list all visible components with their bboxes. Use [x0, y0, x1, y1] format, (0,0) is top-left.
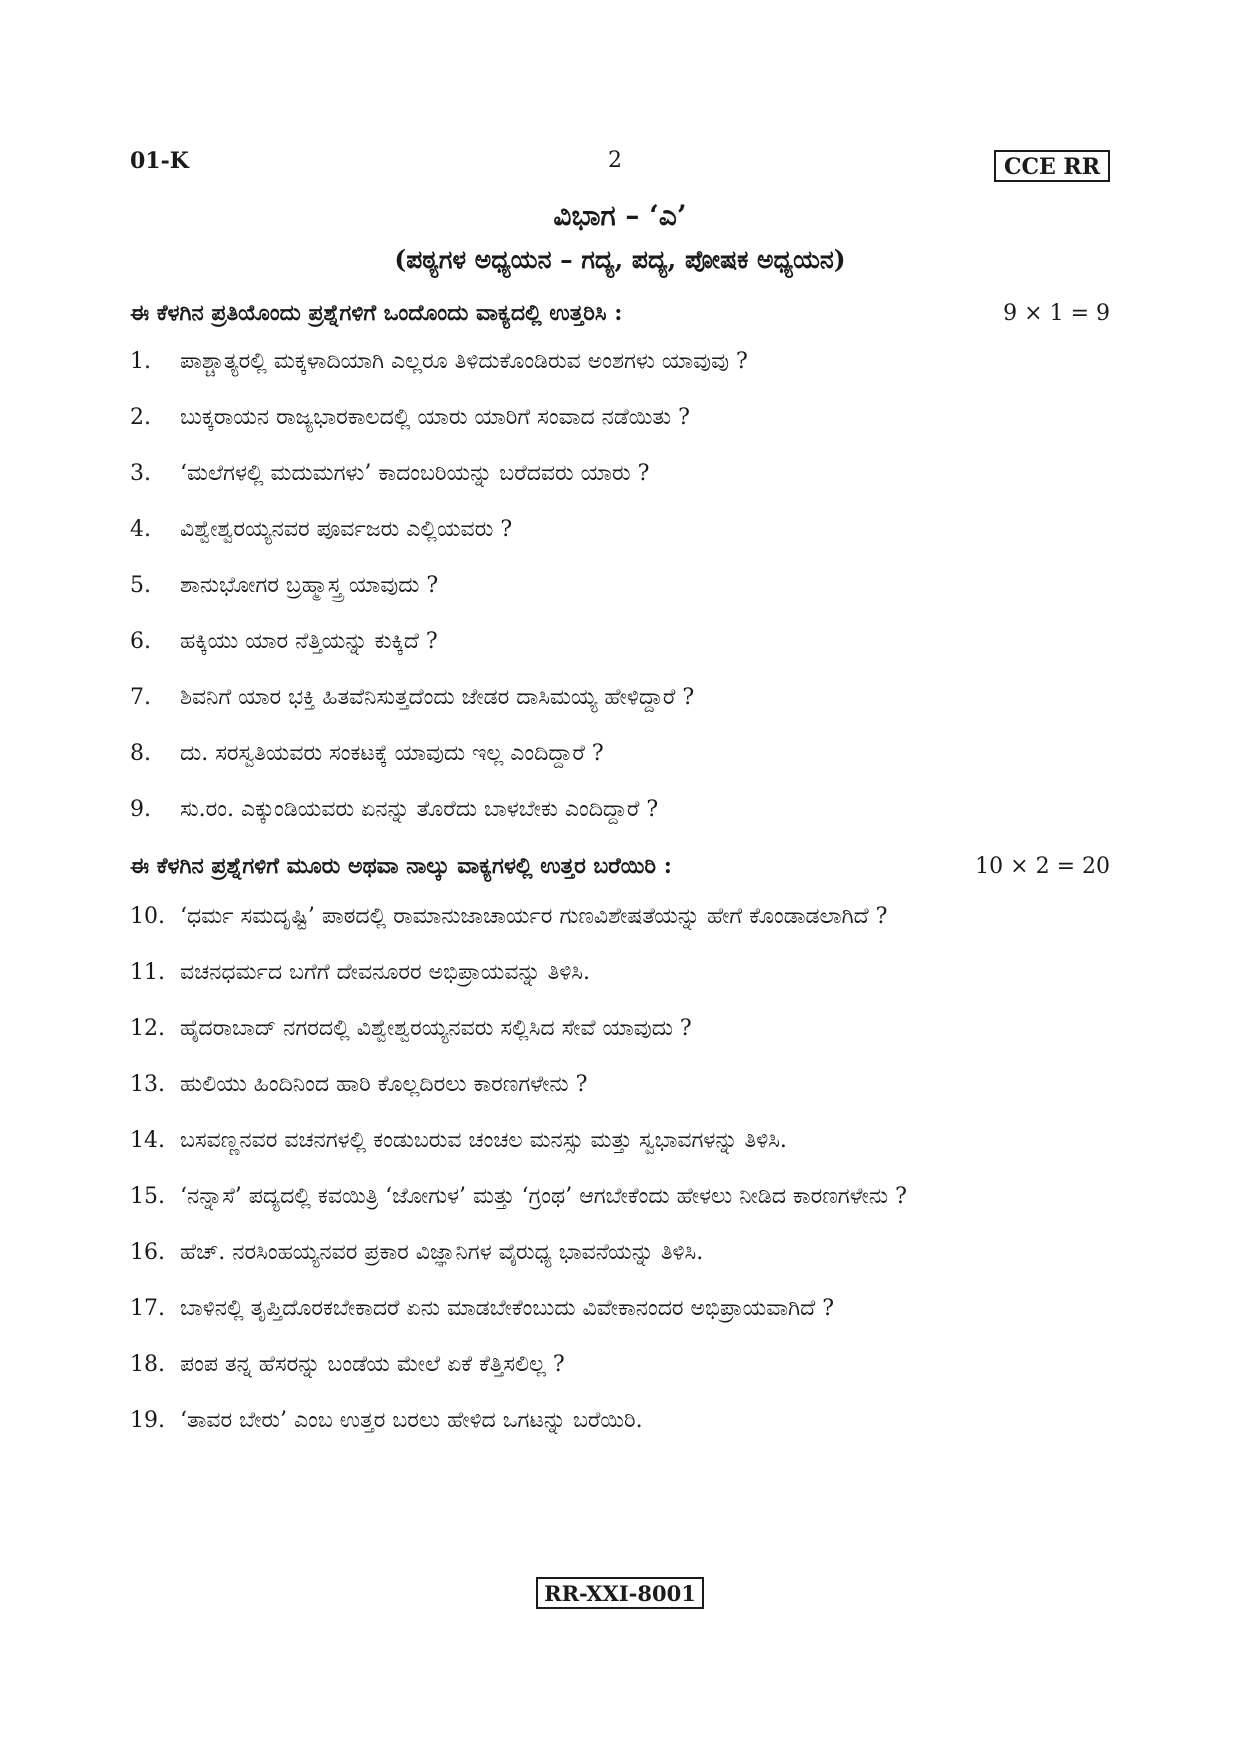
question-number: 12. — [130, 1016, 165, 1041]
question-text: ವಚನಧರ್ಮದ ಬಗೆಗೆ ದೇವನೂರರ ಅಭಿಪ್ರಾಯವನ್ನು ತಿಳಿಸಿ. — [180, 960, 590, 985]
question-item — [130, 455, 1110, 493]
part1-instruction: ಈ ಕೆಳಗಿನ ಪ್ರತಿಯೊಂದು ಪ್ರಶ್ನೆಗಳಿಗೆ ಒಂದೊಂದು ವಾಕ್ಯದಲ್ಲಿ ಉತ್ತರಿಸಿ : — [130, 300, 623, 326]
question-item — [130, 1346, 1110, 1384]
scheme-code-box: CCE RR — [994, 150, 1110, 182]
question-number: 11. — [130, 960, 165, 985]
question-number: 15. — [130, 1184, 165, 1209]
question-text: ‘ನನ್ನಾಸೆ’ ಪದ್ಯದಲ್ಲಿ ಕವಯಿತ್ರಿ ‘ಜೋಗುಳ’ ಮತ್ತು ‘ಗ್ರಂಥ’ ಆಗಬೇಕೆಂದು ಹೇಳಲು ನೀಡಿದ ಕಾರಣಗಳೇನು ? — [180, 1184, 907, 1209]
part2-question-list — [130, 898, 1110, 1440]
question-text: ಪಂಪ ತನ್ನ ಹೆಸರನ್ನು ಬಂಡೆಯ ಮೇಲೆ ಏಕೆ ಕೆತ್ತಿಸಲಿಲ್ಲ ? — [180, 1352, 565, 1377]
page-footer — [0, 1577, 1238, 1609]
exam-page — [130, 148, 1110, 1458]
question-text: ‘ಧರ್ಮ ಸಮದೃಷ್ಟಿ’ ಪಾಠದಲ್ಲಿ ರಾಮಾನುಜಾಚಾರ್ಯರ ಗುಣವಿಶೇಷತೆಯನ್ನು ಹೇಗೆ ಕೊಂಡಾಡಲಾಗಿದೆ ? — [180, 904, 888, 929]
part2-marks: 10 × 2 = 20 — [975, 854, 1110, 879]
question-item — [130, 1066, 1110, 1104]
section-title: ವಿಭಾಗ – ‘ಎ’ — [553, 199, 687, 232]
question-number: 5. — [130, 573, 151, 598]
question-text: ಪಾಶ್ಚಾತ್ಯರಲ್ಲಿ ಮಕ್ಕಳಾದಿಯಾಗಿ ಎಲ್ಲರೂ ತಿಳಿದುಕೊಂಡಿರುವ ಅಂಶಗಳು ಯಾವುವು ? — [180, 349, 748, 374]
section-subtitle: (ಪಠ್ಯಗಳ ಅಧ್ಯಯನ – ಗದ್ಯ, ಪದ್ಯ, ಪೋಷಕ ಅಧ್ಯಯನ) — [394, 245, 846, 274]
question-item — [130, 679, 1110, 717]
page-number: 2 — [608, 148, 622, 173]
question-text: ‘ತಾವರ ಬೇರು’ ಎಂಬ ಉತ್ತರ ಬರಲು ಹೇಳಿದ ಒಗಟನ್ನು ಬರೆಯಿರಿ. — [180, 1408, 643, 1433]
question-item — [130, 1234, 1110, 1272]
question-item — [130, 567, 1110, 605]
question-number: 3. — [130, 461, 151, 486]
question-number: 14. — [130, 1128, 165, 1153]
question-item — [130, 511, 1110, 549]
question-number: 1. — [130, 349, 151, 374]
paper-code: 01-K — [130, 148, 189, 174]
question-item — [130, 399, 1110, 437]
question-text: ಹೈದರಾಬಾದ್ ನಗರದಲ್ಲಿ ವಿಶ್ವೇಶ್ವರಯ್ಯನವರು ಸಲ್ಲಿಸಿದ ಸೇವೆ ಯಾವುದು ? — [180, 1016, 692, 1041]
question-number: 4. — [130, 517, 151, 542]
question-item — [130, 791, 1110, 829]
question-item — [130, 623, 1110, 661]
question-text: ಹುಲಿಯು ಹಿಂದಿನಿಂದ ಹಾರಿ ಕೊಲ್ಲದಿರಲು ಕಾರಣಗಳೇನು ? — [180, 1072, 588, 1097]
footer-code-box: RR-XXI-8001 — [536, 1577, 704, 1609]
part2-instruction-row — [130, 849, 1110, 884]
question-item — [130, 1010, 1110, 1048]
page-header — [130, 148, 1110, 188]
question-number: 17. — [130, 1296, 165, 1321]
question-item — [130, 898, 1110, 936]
question-text: ವಿಶ್ವೇಶ್ವರಯ್ಯನವರ ಪೂರ್ವಜರು ಎಲ್ಲಿಯವರು ? — [180, 517, 513, 542]
question-number: 6. — [130, 629, 151, 654]
question-text: ಬುಕ್ಕರಾಯನ ರಾಜ್ಯಭಾರಕಾಲದಲ್ಲಿ ಯಾರು ಯಾರಿಗೆ ಸಂವಾದ ನಡೆಯಿತು ? — [180, 405, 690, 430]
question-number: 13. — [130, 1072, 165, 1097]
question-number: 18. — [130, 1352, 165, 1377]
part1-question-list — [130, 343, 1110, 829]
part2-instruction: ಈ ಕೆಳಗಿನ ಪ್ರಶ್ನೆಗಳಿಗೆ ಮೂರು ಅಥವಾ ನಾಲ್ಕು ವಾಕ್ಯಗಳಲ್ಲಿ ಉತ್ತರ ಬರೆಯಿರಿ : — [130, 853, 672, 879]
question-number: 19. — [130, 1408, 165, 1433]
question-text: ಬಸವಣ್ಣನವರ ವಚನಗಳಲ್ಲಿ ಕಂಡುಬರುವ ಚಂಚಲ ಮನಸ್ಸು ಮತ್ತು ಸ್ವಭಾವಗಳನ್ನು ತಿಳಿಸಿ. — [180, 1128, 787, 1153]
question-item — [130, 735, 1110, 773]
question-text: ‘ಮಲೆಗಳಲ್ಲಿ ಮದುಮಗಳು’ ಕಾದಂಬರಿಯನ್ನು ಬರೆದವರು ಯಾರು ? — [180, 461, 650, 486]
question-item — [130, 343, 1110, 381]
question-text: ಹಕ್ಕಿಯು ಯಾರ ನೆತ್ತಿಯನ್ನು ಕುಕ್ಕಿದೆ ? — [180, 629, 438, 654]
question-text: ದು. ಸರಸ್ವತಿಯವರು ಸಂಕಟಕ್ಕೆ ಯಾವುದು ಇಲ್ಲ ಎಂದಿದ್ದಾರೆ ? — [180, 741, 604, 766]
question-text: ಶಿವನಿಗೆ ಯಾರ ಭಕ್ತಿ ಹಿತವೆನಿಸುತ್ತದೆಂದು ಜೇಡರ ದಾಸಿಮಯ್ಯ ಹೇಳಿದ್ದಾರೆ ? — [180, 685, 695, 710]
question-text: ಶಾನುಭೋಗರ ಬ್ರಹ್ಮಾಸ್ತ್ರ ಯಾವುದು ? — [180, 573, 439, 598]
question-text: ಬಾಳಿನಲ್ಲಿ ತೃಪ್ತಿದೊರಕಬೇಕಾದರೆ ಏನು ಮಾಡಬೇಕೆಂಬುದು ವಿವೇಕಾನಂದರ ಅಭಿಪ್ರಾಯವಾಗಿದೆ ? — [180, 1296, 835, 1321]
part1-marks: 9 × 1 = 9 — [1003, 301, 1110, 326]
question-item — [130, 1122, 1110, 1160]
question-item — [130, 1290, 1110, 1328]
part1-instruction-row — [130, 296, 1110, 331]
question-item — [130, 1178, 1110, 1216]
question-text: ಸು.ರಂ. ಎಕ್ಕುಂಡಿಯವರು ಏನನ್ನು ತೊರೆದು ಬಾಳಬೇಕು ಎಂದಿದ್ದಾರೆ ? — [180, 797, 659, 822]
question-number: 9. — [130, 797, 151, 822]
question-text: ಹೆಚ್. ನರಸಿಂಹಯ್ಯನವರ ಪ್ರಕಾರ ವಿಜ್ಞಾನಿಗಳ ವೈರುಧ್ಯ ಭಾವನೆಯನ್ನು ತಿಳಿಸಿ. — [180, 1240, 704, 1265]
question-item — [130, 954, 1110, 992]
question-number: 2. — [130, 405, 151, 430]
question-item — [130, 1402, 1110, 1440]
question-number: 10. — [130, 904, 165, 929]
question-number: 16. — [130, 1240, 165, 1265]
question-number: 7. — [130, 685, 151, 710]
question-number: 8. — [130, 741, 151, 766]
